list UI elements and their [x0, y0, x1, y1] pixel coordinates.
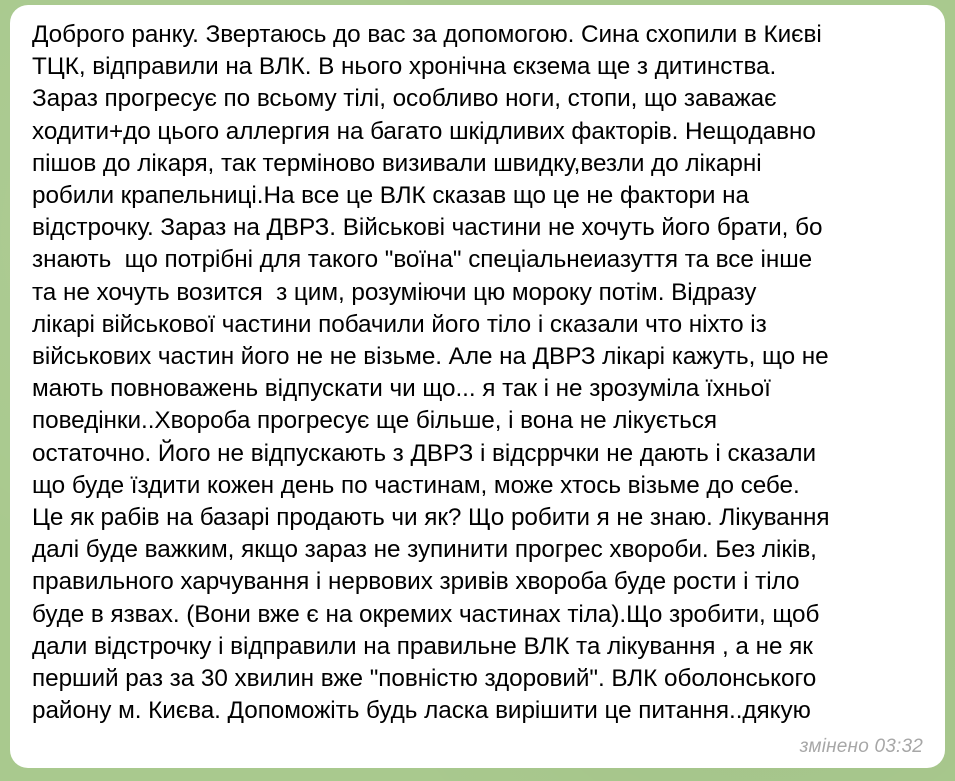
message-edited-timestamp: змінено 03:32 — [799, 736, 923, 757]
message-bubble[interactable] — [10, 5, 945, 768]
message-text: Доброго ранку. Звертаюсь до вас за допомогою. Сина схопили в Києві ТЦК, відправили на ВЛК. В нього хронічна єкзема ще з дитинства. Зараз прогресує по всьому тілі, особливо ноги, стопи, що заважає ходити+до цього аллергия на багато шкідливих факторів. Нещодавно пішов до лікаря, так терміново визивали швидку,везли до лікарні робили крапельниці.На все це ВЛК сказав що це не фактори на відстрочку. Зараз на ДВРЗ. Військові частини не хочуть його брати, бо знають що потрібні для такого "воїна" спеціальнеиазуття та все інше та не хочуть возится з цим, розуміючи цю мороку потім. Відразу лікарі військової частини побачили його тіло і сказали что ніхто із військових частин його не не візьме. Але на ДВРЗ лікарі кажуть, що не мають повноважень відпускати чи що... я так і не зрозуміла їхньої поведінки..Хвороба прогресує ще більше, і вона не лікується остаточно. Його не відпускають з ДВРЗ і відсррчки не дають і сказали що буде їздити кожен день по частинам, може хтось візьме до себе. Це як рабів на базарі продають чи як? Що робити я не знаю. Лікування далі буде важким, якщо зараз не зупинити прогрес хвороби. Без ліків, правильного харчування і нервових зривів хвороба буде рости і тіло буде в язвах. (Вони вже є на окремих частинах тіла).Що зробити, щоб дали відстрочку і відправили на правильне ВЛК та лікування , а не як перший раз за 30 хвилин вже "повністю здоровий". ВЛК оболонського району м. Києва. Допоможіть будь ласка вирішити це питання..дякую — [32, 21, 830, 725]
